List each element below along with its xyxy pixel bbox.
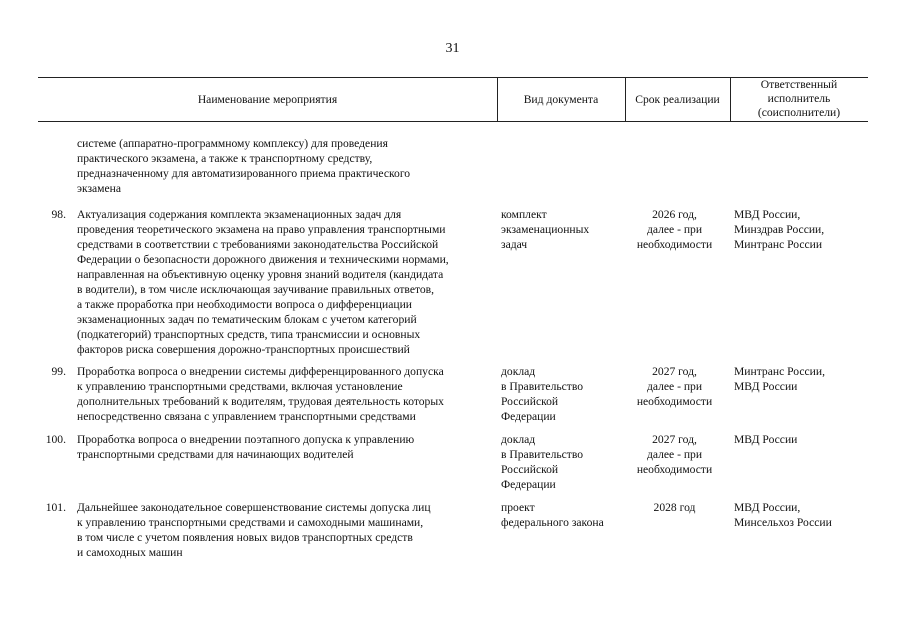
row-responsible: Минтранс России, МВД России (734, 365, 825, 393)
row-number: 101. (45, 501, 66, 514)
row-name: Актуализация содержания комплекта экзаменационных задач для проведения теоретического экзамена на право управления транспортными средствами в соответствии с требованиями законодательства Российской Федерации о безопасности дорожного движения и техническими нормами, направленная на объективную оценку уровня знаний водителя (кандидата в водители), в том числе исключающая заучивание правильных ответов, а также проработка при необходимости вопроса о дифференциации экзаменационных задач по тематическим блокам с учетом категорий (подкатегорий) транспортных средств, типа трансмиссии и основных факторов риска совершения дорожно-транспортных происшествий (77, 208, 449, 356)
row-document-type: проект федерального закона (501, 501, 604, 529)
row-responsible: МВД России, Минздрав России, Минтранс России (734, 208, 825, 251)
row-name: Проработка вопроса о внедрении поэтапного допуска к управлению транспортными средствами для начинающих водителей (77, 433, 415, 461)
continuation-text: системе (аппаратно-программному комплексу) для проведения практического экзамена, а также к транспортному средству, предназначенному для автоматизированного приема практического экзамена (77, 137, 411, 195)
row-number: 98. (51, 208, 66, 221)
row-term: 2027 год, далее - при необходимости (636, 365, 713, 408)
row-name: Проработка вопроса о внедрении системы дифференцированного допуска к управлению транспортными средствами, включая установление дополнительных требований к водителям, трудовая деятельность которых непосредственно связана с управлением транспортными средствами (77, 365, 444, 423)
row-document-type: комплект экзаменационных задач (501, 208, 590, 251)
row-name: Дальнейшее законодательное совершенствование системы допуска лиц к управлению транспортными средствами и самоходными машинами, в том числе с учетом появления новых видов транспортных средств и самоходных машин (77, 501, 431, 559)
row-term: 2028 год (653, 501, 696, 514)
row-responsible: МВД России (734, 433, 798, 446)
page-number: 31 (445, 41, 460, 56)
row-number: 100. (45, 433, 66, 446)
row-number: 99. (51, 365, 66, 378)
header-col-name: Наименование мероприятия (197, 92, 338, 106)
header-col-doc: Вид документа (523, 92, 599, 106)
header-col-resp: Ответственный исполнитель (соисполнители) (757, 78, 841, 119)
header-bottom-rule (38, 121, 868, 122)
row-responsible: МВД России, Минсельхоз России (734, 501, 832, 529)
row-term: 2026 год, далее - при необходимости (636, 208, 713, 251)
row-document-type: доклад в Правительство Российской Федерации (501, 365, 584, 423)
row-term: 2027 год, далее - при необходимости (636, 433, 713, 476)
row-document-type: доклад в Правительство Российской Федерации (501, 433, 584, 491)
header-col-term: Срок реализации (635, 92, 720, 106)
